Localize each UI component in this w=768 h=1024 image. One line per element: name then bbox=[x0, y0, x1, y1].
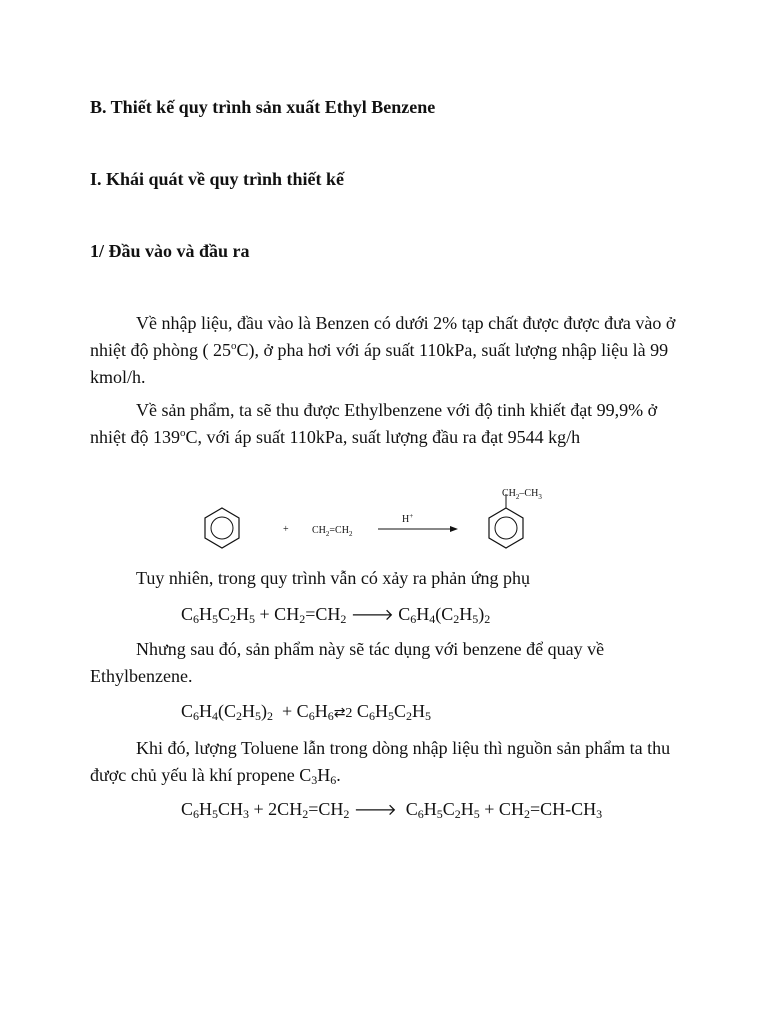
output-text-a: Về sản phẩm, ta sẽ thu được Ethylbenzene với độ tinh khiết đạt 99,9% ở nhiệt độ 139 bbox=[90, 400, 658, 447]
heading-section-b: B. Thiết kế quy trình sản xuất Ethyl Benzene bbox=[90, 97, 436, 117]
catalyst-label: H+ bbox=[402, 512, 414, 525]
side-reaction-intro: Tuy nhiên, trong quy trình vẫn có xảy ra phản ứng phụ bbox=[136, 568, 531, 588]
output-paragraph bbox=[90, 397, 690, 451]
equation-toluene: $C_6H_5CH_3 + 2CH_2=CH_2$ 🡒 $C_6H_5C_2H_5 + CH_2=CH-CH_3$ bbox=[181, 799, 603, 821]
output-text-b: C, với áp suất 110kPa, suất lượng đầu ra đạt 9544 kg/h bbox=[185, 427, 581, 447]
toluene-paragraph: Khi đó, lượng Toluene lẫn trong dòng nhập liệu thì nguồn sản phẩm ta thu được chủ yếu là khí propene $C_3H_6$. bbox=[90, 738, 671, 787]
input-paragraph bbox=[90, 310, 690, 391]
degree-mark: o bbox=[231, 340, 237, 352]
right-arrow-icon: 🡒 bbox=[353, 800, 397, 819]
benzene-ring-reactant bbox=[205, 508, 239, 548]
ethyl-group-label: $CH_2-CH_3$ bbox=[502, 488, 542, 501]
benzene-ring-product bbox=[489, 494, 523, 548]
reaction-arrowhead bbox=[450, 526, 458, 532]
heading-subsection-1: 1/ Đầu vào và đầu ra bbox=[90, 241, 250, 261]
equation-transalkylation: $C_6H_4(C_2H_5)_2$ + $C_6H_6⇄2$ $C_6H_5C_2H_5$ bbox=[181, 701, 431, 723]
heading-section-i: I. Khái quát về quy trình thiết kế bbox=[90, 169, 345, 189]
right-arrow-icon: 🡒 bbox=[350, 605, 394, 624]
input-text-a: Về nhập liệu, đầu vào là Benzen có dưới 2% tạp chất được được đưa vào ở nhiệt độ phòng ( 25 bbox=[90, 313, 676, 360]
equilibrium-arrow-icon: ⇄ bbox=[333, 705, 346, 721]
degree-mark: o bbox=[180, 427, 186, 439]
plus-sign: + bbox=[283, 524, 289, 535]
ethylene-formula: $CH_2=CH_2$ bbox=[312, 525, 353, 538]
after-paragraph: Nhưng sau đó, sản phẩm này sẽ tác dụng với benzene để quay về Ethylbenzene. bbox=[90, 639, 605, 686]
reaction-scheme bbox=[180, 484, 600, 564]
input-text-b: C), ở pha hơi với áp suất 110kPa, suất lượng nhập liệu là 99 kmol/h. bbox=[90, 340, 669, 387]
equation-side-reaction: $C_6H_5C_2H_5 + CH_2=CH_2$ 🡒 $C_6H_4(C_2H_5)_2$ bbox=[181, 604, 491, 626]
